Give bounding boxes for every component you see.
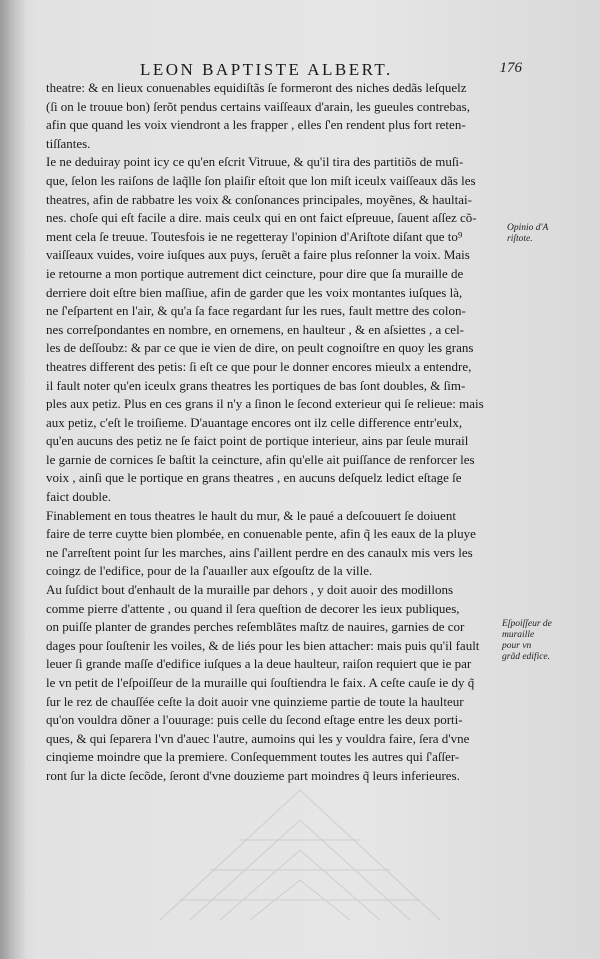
text-line: ne ſ'eſpartent en l'air, & qu'a ſa face regardant ſur les rues, fault mettre des colon- [46,303,466,319]
margin-note-line: Opinio d'A [507,223,549,233]
text-line: aux petiz, c'eſt le troiſieme. D'auantage encores ont ilz celle difference entr'eulx, [46,414,463,430]
text-line: qu'on vouldra dõner a l'ouurage: puis celle du ſecond eſtage entre les deux porti- [46,712,463,728]
text-line: nes. choſe qui eſt facile a dire. mais ceulx qui en ont faict eſpreuue, ſauent aſſez cõ- [46,210,477,226]
margin-note-wall-thickness [502,619,582,663]
text-line: on puiſſe planter de grandes perches reſemblãtes maſtz de nauires, garnies de cor [46,619,465,635]
text-line: theatres, afin de rabbatre les voix & conſonances principales, moyẽnes, & haultai- [46,191,472,207]
text-line: nes correſpondantes en nombre, en ornemens, en haulteur , & en aſsiettes , a cel- [46,321,465,337]
text-line: theatre: & en lieux conuenables equidiſtãs ſe formeront des niches dedãs leſquelz [46,80,467,95]
text-line: faict double. [46,489,111,505]
text-line: theatres different des petis: ſi eſt ce que pour le donner encores mieulx a entendre, [46,358,472,374]
margin-note-line: pour vn [502,641,532,651]
text-line: ie retourne a mon portique autrement dict ceincture, pour dire que ſa muraille de [46,265,464,281]
text-line: voix , ainſi que le portique en grans theatres , en aucuns deſquelz ledict eſtage ſe [46,470,462,486]
text-line: Au ſuſdict bout d'enhault de la muraille par dehors , y doit auoir des modillons [46,582,454,598]
text-line: ment cela ſe treuue. Toutesfois ie ne regetteray l'opinion d'Ariſtote diſant que to⁹ [46,228,463,244]
margin-note-aristotle [507,223,577,245]
text-line: le garnie de cornices ſe baſtit la ceincture, afin qu'elle ait puiſſance de renforcer les [46,451,475,467]
body-text [46,79,501,786]
text-line: que, ſelon les raiſons de laq̃lle ſon plaiſir eſtoit que lon miſt iceulx vaiſſeaux dãs les [46,172,476,188]
text-line: Ie ne deduiray point icy ce qu'en eſcrit Vitruue, & qu'il tira des partitiõs de muſi- [46,154,464,170]
text-line: ront ſur la dicte ſecõde, ſeront d'vne douzieme part moindres q̃ leurs inferieures. [46,767,460,783]
text-line: qu'en aucuns des petiz ne ſe faict point de portique interieur, ains par ſeule murail [46,433,469,449]
text-line: il fault noter qu'en iceulx grans theatres les portiques de bas ſont doubles, & ſim- [46,377,466,393]
text-line: dages pour ſouſtenir les voiles, & de liés pour les bien attacher: mais puis qu'il fault [46,637,480,653]
text-line: derriere doit eſtre bien maſſiue, afin de garder que les voix montantes iuſques là, [46,284,463,300]
text-line: coingz de l'edifice, pour de la ſ'auaıller aux eſgouſtz de la ville. [46,563,373,579]
page-number: 176 [499,60,522,76]
margin-note-line: muraille [502,630,535,640]
show-through-illustration [150,770,450,930]
text-line: tiſſantes. [46,135,91,151]
margin-note-line: riſtote. [507,234,533,244]
text-line: ne ſ'arreſtent point ſur les marches, ains ſ'aillent perdre en des canaulx mis vers les [46,544,473,560]
margin-note-line: grãd edifice. [502,652,551,662]
gutter-shadow [0,0,26,959]
text-line: leuer ſi grande maſſe d'edifice iuſques a la deue haulteur, raiſon requiert que ie par [46,656,472,672]
text-line: faire de terre cuytte bien plombée, en conuenable pente, afin q̃ les eaux de la pluye [46,526,476,542]
text-line: ples aux petiz. Plus en ces grans il n'y a ſinon le ſecond exterieur qui ſe relieue: mais [46,396,484,412]
text-line: ques, & qui ſeparera l'vn d'auec l'autre, aumoins qui les y vouldra faire, ſera d'vne [46,730,470,746]
running-title: LEON BAPTISTE ALBERT. [140,60,393,79]
text-line: cinqieme moindre que la premiere. Conſequemment toutes les autres qui ſ'aſſer- [46,749,460,765]
margin-note-line: Eſpoiſſeur de [502,619,552,629]
text-line: les de deſſoubz: & par ce que ie vien de dire, on peult cognoiſtre en quoy les grans [46,340,474,356]
text-line: ſur le rez de chauſſée ceſte la doit auoir vne quinzieme partie de toute la haulteur [46,693,464,709]
text-line: (ſi on le trouue bon) ſerõt pendus certains vaiſſeaux d'arain, les gueules contrebas, [46,98,470,114]
text-line: vaiſſeaux vuides, voire iuſques aux puys, ſeruẽt a faire plus reſonner la voix. Mais [46,247,470,263]
text-line: Finablement en tous theatres le hault du mur, & le paué a deſcouuert ſe doiuent [46,507,456,523]
text-line: afin que quand les voix viendront a les frapper , elles ſ'en rendent plus fort reten- [46,117,466,133]
text-line: le vn petit de l'eſpoiſſeur de la muraille qui ſouſtiendra le faix. A ceſte cauſe ie dy q̃ [46,675,475,690]
text-line: comme pierre d'attente , ou quand il ſera queſtion de decorer les ieux publiques, [46,600,460,616]
